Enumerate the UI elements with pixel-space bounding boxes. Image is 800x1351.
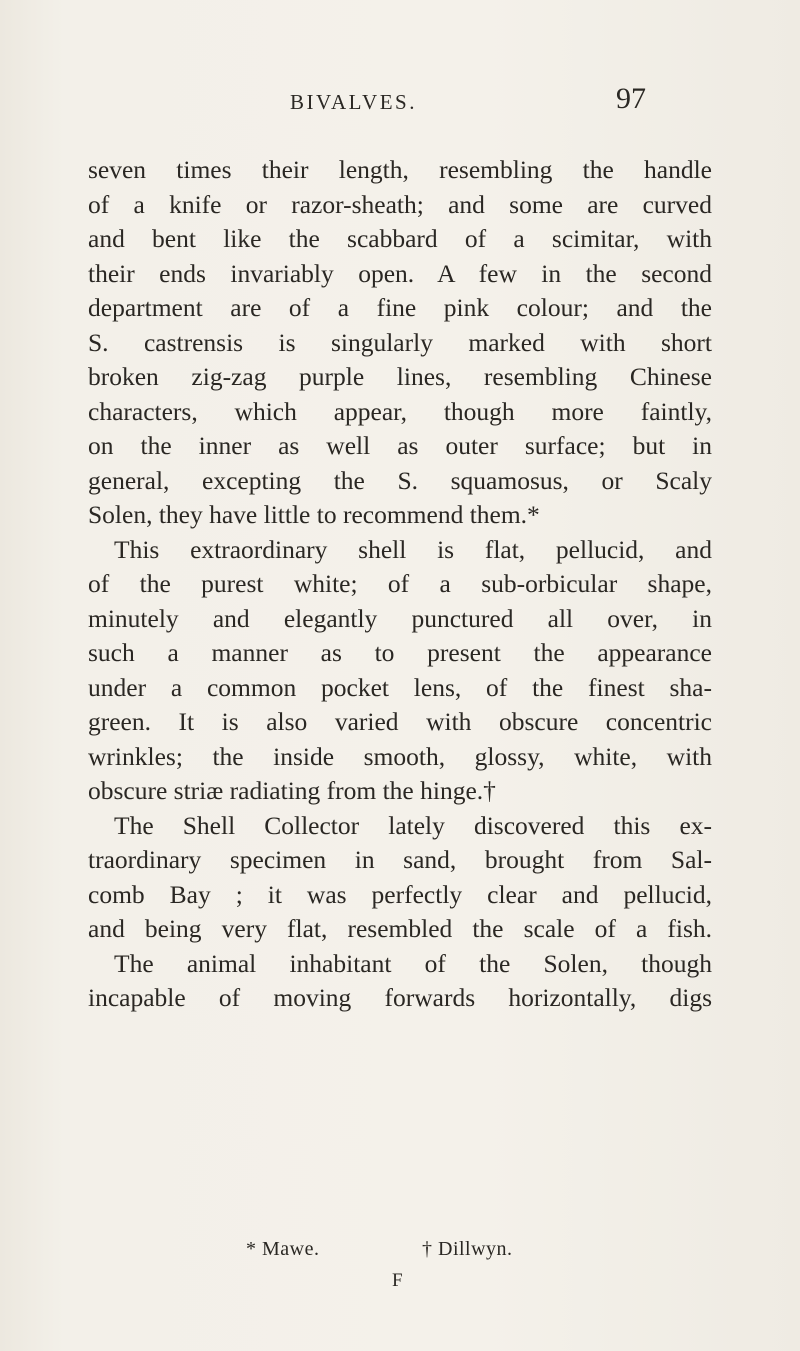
text-line: This extraordinary shell is flat, pellucid, and <box>114 534 712 564</box>
text-line: characters, which appear, though more faintly, <box>88 396 712 426</box>
text-line: incapable of moving forwards horizontally, digs <box>88 983 712 1012</box>
text-line: on the inner as well as outer surface; but in <box>88 431 712 460</box>
text-line: The Shell Collector lately discovered this ex- <box>114 810 712 840</box>
text-line: green. It is also varied with obscure concentric <box>88 707 712 736</box>
text-line: and being very flat, resembled the scale of a fish. <box>88 914 712 943</box>
footnote-mawe: * Mawe. <box>246 1238 320 1260</box>
text-line: traordinary specimen in sand, brought from Sal- <box>88 845 712 874</box>
text-line: broken zig-zag purple lines, resembling Chinese <box>88 362 712 391</box>
page-header <box>0 82 800 122</box>
text-line: such a manner as to present the appearance <box>88 638 712 667</box>
text-line: minutely and elegantly punctured all over, in <box>88 603 712 633</box>
running-head: BIVALVES. <box>290 90 417 114</box>
text-line: S. castrensis is singularly marked with short <box>88 327 712 357</box>
signature-mark: F <box>392 1270 403 1291</box>
text-line: obscure striæ radiating from the hinge.† <box>88 776 496 805</box>
body-text <box>88 153 712 1016</box>
page-number: 97 <box>616 82 646 115</box>
text-line: of the purest white; of a sub-orbicular shape, <box>88 569 712 598</box>
text-line: seven times their length, resembling the handle <box>88 155 712 184</box>
text-line: general, excepting the S. squamosus, or Scaly <box>88 465 712 495</box>
text-line: their ends invariably open. A few in the second <box>88 258 712 288</box>
text-line: comb Bay ; it was perfectly clear and pellucid, <box>88 879 712 909</box>
text-line: under a common pocket lens, of the finest sha- <box>88 672 712 702</box>
text-line: wrinkles; the inside smooth, glossy, white, with <box>88 741 712 771</box>
footnote-dillwyn: † Dillwyn. <box>422 1238 513 1260</box>
text-line: and bent like the scabbard of a scimitar, with <box>88 224 712 253</box>
text-line: Solen, they have little to recommend them.* <box>88 500 540 529</box>
text-line: of a knife or razor-sheath; and some are curved <box>88 189 712 219</box>
text-line: The animal inhabitant of the Solen, though <box>114 948 712 978</box>
text-line: department are of a fine pink colour; and the <box>88 293 712 322</box>
footnotes <box>0 1238 800 1268</box>
